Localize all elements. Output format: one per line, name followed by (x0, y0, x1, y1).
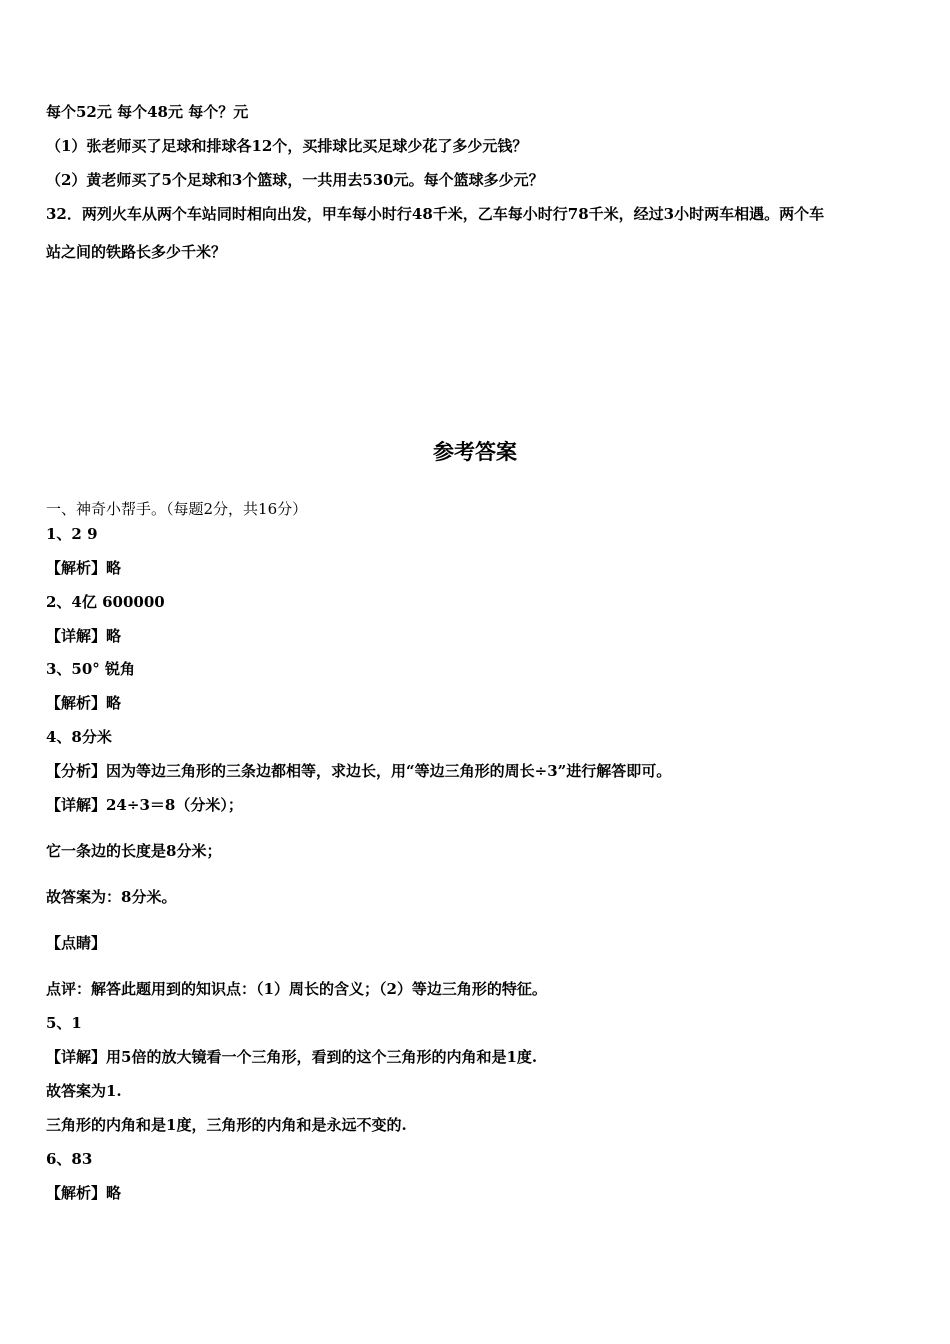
question-31-part-2: （2）黄老师买了5个足球和3个篮球，一共用去530元。每个篮球多少元？ (46, 171, 544, 189)
answer-4-line-3: 故答案为：8分米。 (46, 888, 177, 906)
answer-2-note: 【详解】略 (46, 627, 122, 645)
price-line: 每个52元 每个48元 每个？元 (46, 103, 249, 121)
answer-5: 5、1 (46, 1014, 82, 1032)
answer-1-note: 【解析】略 (46, 559, 122, 577)
answer-6: 6、83 (46, 1150, 93, 1168)
answer-3-note: 【解析】略 (46, 694, 122, 712)
answer-4-point: 【点睛】 (46, 934, 107, 952)
section-heading: 一、神奇小帮手。（每题2分，共16分） (46, 500, 308, 518)
answer-2: 2、4亿 600000 (46, 593, 165, 611)
answer-5-line-3: 三角形的内角和是1度，三角形的内角和是永远不变的. (46, 1116, 407, 1134)
answer-4-analysis: 【分析】因为等边三角形的三条边都相等，求边长，用“等边三角形的周长÷3”进行解答即可。 (46, 762, 672, 780)
answer-4: 4、8分米 (46, 728, 112, 746)
question-32-line-2: 站之间的铁路长多少千米？ (46, 243, 227, 261)
answer-title: 参考答案 (433, 440, 517, 464)
answer-6-note: 【解析】略 (46, 1184, 122, 1202)
answer-4-comment: 点评：解答此题用到的知识点：（1）周长的含义；（2）等边三角形的特征。 (46, 980, 547, 998)
answer-3: 3、50° 锐角 (46, 660, 136, 678)
question-32-line-1: 32．两列火车从两个车站同时相向出发，甲车每小时行48千米，乙车每小时行78千米，经过3小时两车相遇。两个车 (46, 205, 825, 223)
answer-4-detail: 【详解】24÷3＝8（分米）； (46, 796, 243, 814)
answer-5-detail: 【详解】用5倍的放大镜看一个三角形，看到的这个三角形的内角和是1度. (46, 1048, 538, 1066)
answer-4-line-2: 它一条边的长度是8分米； (46, 842, 222, 860)
question-31-part-1: （1）张老师买了足球和排球各12个，买排球比买足球少花了多少元钱？ (46, 137, 528, 155)
answer-1: 1、2 9 (46, 525, 98, 543)
answer-5-line-2: 故答案为1. (46, 1082, 122, 1100)
